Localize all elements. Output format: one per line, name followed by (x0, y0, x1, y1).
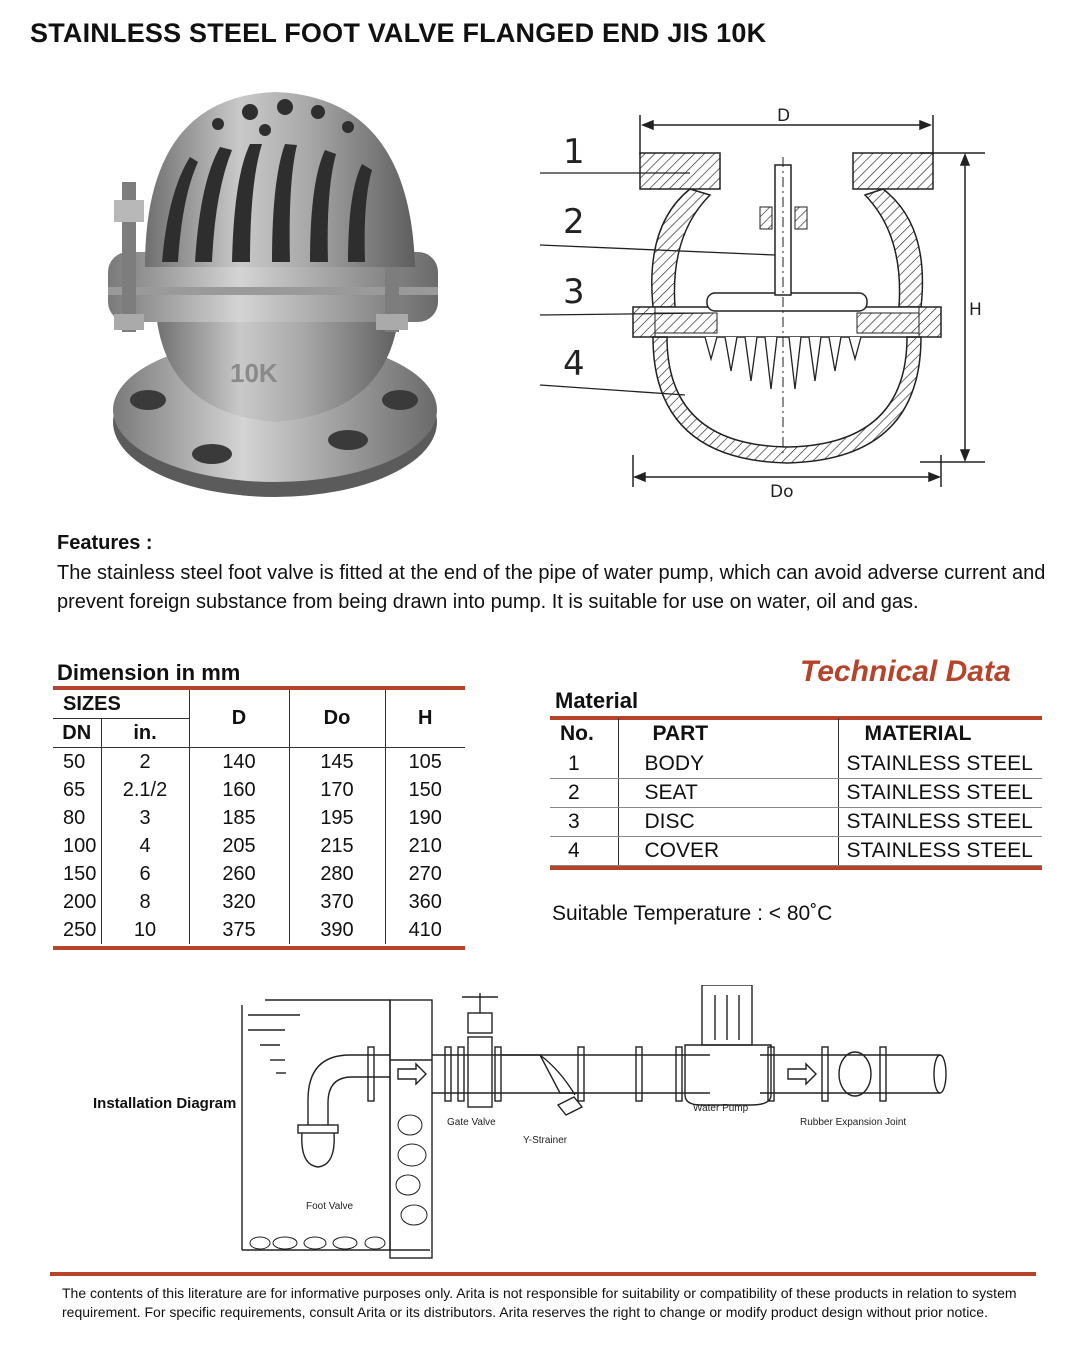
dim-label-d: D (777, 106, 791, 126)
cell-do: 170 (289, 776, 385, 804)
cell-no: 1 (550, 750, 618, 779)
cell-d: 140 (189, 748, 289, 777)
label-foot-valve: Foot Valve (306, 1201, 354, 1212)
label-rubber-expansion-joint: Rubber Expansion Joint (800, 1117, 907, 1128)
cell-dn: 80 (53, 804, 101, 832)
col-no-header: No. (550, 718, 618, 750)
dimension-row (53, 860, 465, 888)
cell-do: 215 (289, 832, 385, 860)
col-d-header: D (189, 690, 289, 748)
material-heading: Material (555, 688, 639, 713)
dimension-row (53, 776, 465, 804)
cell-material: STAINLESS STEEL (838, 779, 1042, 808)
label-gate-valve: Gate Valve (447, 1117, 496, 1128)
cell-no: 2 (550, 779, 618, 808)
cell-part: COVER (618, 837, 838, 866)
cell-in: 8 (101, 888, 189, 916)
features-heading: Features : (57, 532, 153, 554)
cell-h: 210 (408, 834, 442, 857)
cell-dn: 250 (53, 916, 101, 944)
dim-label-do: Do (770, 482, 794, 502)
cell-dn: 150 (53, 860, 101, 888)
cell-in: 2.1/2 (101, 776, 189, 804)
cell-in: 3 (101, 804, 189, 832)
cast-marking: 10K (230, 358, 278, 388)
dimension-heading: Dimension in mm (57, 660, 241, 685)
cell-in: 10 (101, 916, 189, 944)
cell-d: 260 (189, 860, 289, 888)
cell-part: BODY (618, 750, 838, 779)
dimension-row (53, 748, 465, 777)
footer-rule (50, 1272, 1036, 1276)
material-bottom-rule (550, 866, 1042, 870)
material-table (550, 718, 1042, 866)
col-dn-header: DN (53, 719, 101, 748)
callout-2: 2 (563, 202, 585, 242)
cell-d: 320 (189, 888, 289, 916)
dimension-row (53, 804, 465, 832)
cell-part: DISC (618, 808, 838, 837)
cell-material: STAINLESS STEEL (838, 808, 1042, 837)
callout-4: 4 (563, 344, 585, 384)
cell-do: 145 (289, 748, 385, 777)
foot-valve-photo (100, 82, 455, 507)
dimension-table (53, 690, 465, 944)
installation-diagram-label: Installation Diagram (93, 1095, 237, 1112)
cell-in: 6 (101, 860, 189, 888)
callout-3: 3 (563, 272, 585, 312)
cell-part: SEAT (618, 779, 838, 808)
cell-h: 190 (408, 806, 442, 829)
dimension-row (53, 832, 465, 860)
cell-dn: 100 (53, 832, 101, 860)
cell-material: STAINLESS STEEL (838, 750, 1042, 779)
cell-d: 205 (189, 832, 289, 860)
cell-do: 280 (289, 860, 385, 888)
label-y-strainer: Y-Strainer (523, 1135, 568, 1146)
disclaimer-text: The contents of this literature are for informative purposes only. Arita is not responsible for suitability or compatibility of these products in relation to system requirement. For specific requirements, consult Arita or its distributors. Arita reserves the right to change or modify product design without prior notice. (62, 1285, 1017, 1320)
col-do-header: Do (289, 690, 385, 748)
cell-dn: 200 (53, 888, 101, 916)
material-row (550, 837, 1042, 866)
installation-diagram (240, 985, 960, 1265)
cell-material: STAINLESS STEEL (838, 837, 1042, 866)
dimension-row (53, 916, 465, 944)
sizes-header: SIZES (53, 690, 189, 719)
cross-section-drawing (525, 95, 995, 505)
material-row (550, 750, 1042, 779)
dim-label-h: H (969, 300, 982, 320)
cell-do: 390 (289, 916, 385, 944)
dimension-row (53, 888, 465, 916)
cell-do: 370 (289, 888, 385, 916)
cell-d: 160 (189, 776, 289, 804)
cell-h: 360 (408, 890, 442, 913)
col-part-header: PART (618, 718, 838, 750)
cell-in: 4 (101, 832, 189, 860)
suitable-temperature: Suitable Temperature : < 80˚C (552, 902, 833, 925)
cell-h: 410 (408, 918, 442, 941)
callout-1: 1 (563, 132, 585, 172)
cell-do: 195 (289, 804, 385, 832)
material-row (550, 779, 1042, 808)
cell-dn: 65 (53, 776, 101, 804)
cell-d: 375 (189, 916, 289, 944)
page-title: STAINLESS STEEL FOOT VALVE FLANGED END JIS 10K (30, 18, 767, 48)
cell-dn: 50 (53, 748, 101, 777)
col-material-header: MATERIAL (864, 722, 972, 745)
cell-no: 4 (550, 837, 618, 866)
cell-h: 150 (408, 778, 442, 801)
cell-h: 270 (408, 862, 442, 885)
cell-d: 185 (189, 804, 289, 832)
cell-h: 105 (408, 750, 442, 773)
dimension-bottom-rule (53, 946, 465, 950)
features-text: The stainless steel foot valve is fitted at the end of the pipe of water pump, which can avoid adverse current and prevent foreign substance from being drawn into pump. It is suitable for use on water, oil and gas. (57, 562, 1046, 613)
cell-in: 2 (101, 748, 189, 777)
label-water-pump: Water Pump (693, 1103, 749, 1114)
col-in-header: in. (101, 719, 189, 748)
col-h-header: H (385, 690, 465, 748)
material-row (550, 808, 1042, 837)
technical-data-heading: Technical Data (800, 655, 1011, 688)
cell-no: 3 (550, 808, 618, 837)
